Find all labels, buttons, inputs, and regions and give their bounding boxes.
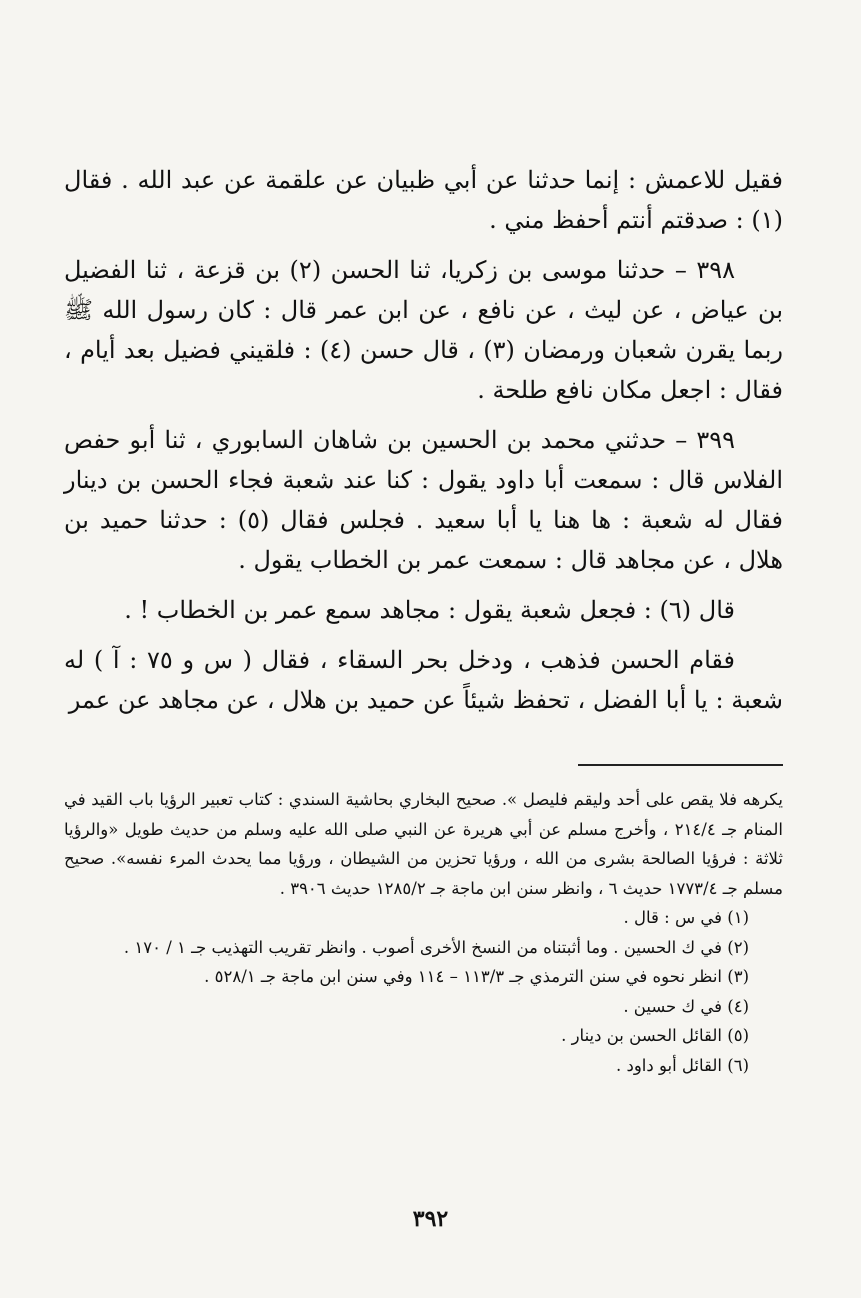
footnote-1: (١) في س : قال .	[623, 908, 749, 927]
main-text	[64, 160, 783, 730]
paragraph-1: فقيل للاعمش : إنما حدثنا عن أبي ظبيان عن علقمة عن عبد الله . فقال (١) : صدقتم أنتم أحفظ مني .	[64, 166, 783, 234]
hadith-398: ٣٩٨ – حدثنا موسى بن زكريا، ثنا الحسن (٢) بن قزعة ، ثنا الفضيل بن عياض ، عن ليث ، عن نافع ، عن ابن عمر قال : كان رسول الله ﷺ ربما يقرن شعبان ورمضان (٣) ، قال حسن (٤) : فلقيني فضيل بعد أيام ، فقال : اجعل مكان نافع طلحة .	[64, 256, 783, 404]
footnotes	[64, 785, 783, 1080]
paragraph-5: فقام الحسن فذهب ، ودخل بحر السقاء ، فقال ( س و ٧٥ : آ ) له شعبة : يا أبا الفضل ، تحفظ شيئاً عن حميد بن هلال ، عن مجاهد عن عمر	[64, 646, 783, 714]
footnote-2: (٢) في ك الحسين . وما أثبتناه من النسخ الأخرى أصوب . وانظر تقريب التهذيب جـ ١ / ١٧٠ .	[123, 937, 749, 957]
footnote-5: (٥) القائل الحسن بن دينار .	[561, 1026, 749, 1045]
hadith-399: ٣٩٩ – حدثني محمد بن الحسين بن شاهان السابوري ، ثنا أبو حفص الفلاس قال : سمعت أبا داود يقول : كنا عند شعبة فجاء الحسن بن دينار فقال له شعبة : ها هنا يا أبا سعيد . فجلس فقال (٥) : حدثنا حميد بن هلال ، عن مجاهد قال : سمعت عمر بن الخطاب يقول .	[64, 426, 783, 574]
footnote-divider	[578, 764, 783, 766]
paragraph-4: قال (٦) : فجعل شعبة يقول : مجاهد سمع عمر بن الخطاب ! .	[124, 596, 735, 624]
page-number: ٣٩٢	[412, 1206, 449, 1232]
footnote-3: (٣) انظر نحوه في سنن الترمذي جـ ١١٣/٣ – ١١٤ وفي سنن ابن ماجة جـ ٥٢٨/١ .	[204, 967, 749, 986]
footnote-4: (٤) في ك حسين .	[623, 996, 749, 1016]
footnote-continuation: يكرهه فلا يقص على أحد وليقم فليصل ». صحيح البخاري بحاشية السندي : كتاب تعبير الرؤيا باب القيد في المنام جـ ٢١٤/٤ ، وأخرج مسلم عن أبي هريرة عن النبي صلى الله عليه وسلم من حديث طويل «والرؤيا ثلاثة : فرؤيا الصالحة بشرى من الله ، ورؤيا تحزين من الشيطان ، ورؤيا مما يحدث المرء نفسه». صحيح مسلم جـ ١٧٧٣/٤ حديث ٦ ، وانظر سنن ابن ماجة جـ ١٢٨٥/٢ حديث ٣٩٠٦ .	[64, 790, 783, 898]
footnote-6: (٦) القائل أبو داود .	[616, 1055, 749, 1075]
